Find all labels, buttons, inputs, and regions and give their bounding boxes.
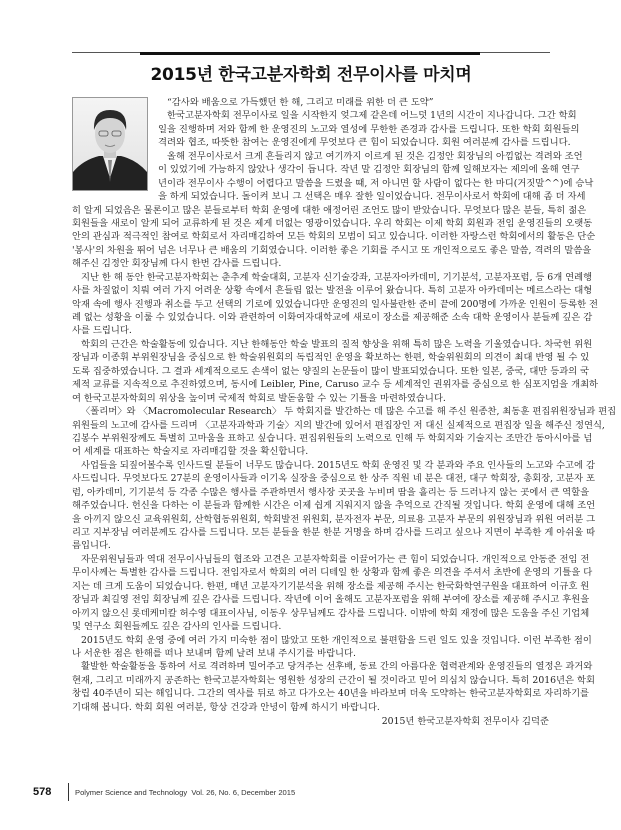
footer-divider: [68, 783, 69, 801]
text-line: 지는 데 크게 도움이 되었습니다. 한편, 매년 고분자기기분석을 위해 장소를 제공해 주시는 한국화학연구원을 대표하여 이규호 원: [72, 580, 590, 592]
header-rule-thick: [140, 52, 480, 55]
journal-citation: Polymer Science and Technology Vol. 26, No. 6, December 2015: [75, 787, 296, 797]
text-line: 사업들을 되짚어볼수록 인사드릴 분들이 너무도 많습니다. 2015년도 학회 운영진 및 각 분과와 주요 인사들의 노고와 수고에 감: [81, 459, 595, 471]
text-line: 년이라 전무이사 수행이 어렵다고 말씀을 드렸을 때, 저 아니면 할 사람이 없다는 한 마디(거짓말^^)에 승낙: [158, 177, 594, 189]
text-line: 장님과 최길영 전임 회장님께 깊은 감사를 드립니다. 작년에 이어 올해도 고분자포럼을 위해 부여에 장소를 제공해 주시고 후원을: [72, 594, 590, 606]
text-line: 아끼지 않으신 롯데케미칼 허수영 대표이사님, 이동우 상무님께도 감사를 드립니다. 이밖에 학회 재정에 많은 도움을 주신 기업체: [72, 607, 590, 619]
text-line: 을 하게 되었습니다. 돌이켜 보니 그 선택은 매우 잘한 일이었습니다. 전무이사로서 학회에 대해 좀 더 자세: [158, 191, 586, 203]
text-line: 나 서운한 점은 한해를 떠나 보내며 함께 날려 보내 주시기를 바랍니다.: [72, 647, 356, 659]
author-signature: 2015년 한국고분자학회 전무이사 김덕준: [381, 716, 549, 728]
text-line: 한국고분자학회 전무이사로 일을 시작한지 엊그제 같은데 어느덧 1년의 시간이 지나갑니다. 그간 학회: [167, 110, 577, 122]
text-line: 지난 한 해 동안 한국고분자학회는 춘추계 학술대회, 고분자 신기술강좌, 고분자아카데미, 기기분석, 고분자포럼, 등 6개 연례행: [81, 271, 593, 283]
text-line: 해주었습니다. 헌신을 다하는 이 분들과 함께한 시간은 이제 쉽게 지워지지 않을 추억으로 간직될 것입니다. 학회 운영에 대해 조언: [72, 500, 596, 512]
text-line: 안의 관심과 적극적인 참여로 학회로서 자리매김하여 모든 학회의 모범이 되고 있습니다. 이러한 자랑스런 학회에서의 활동은 단순: [72, 231, 596, 243]
text-line: '봉사'의 차원을 뛰어 넘은 너무나 큰 배움의 기회였습니다. 이러한 좋은 기회를 주시고 또 개인적으로도 좋은 말씀, 격려의 말씀을: [72, 244, 592, 256]
text-line: 악재 속에 행사 진행과 취소를 두고 선택의 기로에 있었습니다만 운영진의 일사불란한 준비 끝에 200명에 가까운 인원이 등록한 전: [72, 298, 599, 310]
text-line: 〈폴리머〉와 〈Macromolecular Research〉 두 학회지를 발간하는 데 많은 수고를 해 주신 원종찬, 최동훈 편집위원장님과 편집: [81, 406, 617, 418]
text-line: 학회의 근간은 학술활동에 있습니다. 지난 한해동안 학술 발표의 질적 향상을 위해 특히 많은 노력을 기울였습니다. 차국헌 위원: [81, 338, 593, 350]
text-line: 기대해 봅니다. 학회 회원 여러분, 항상 건강과 안녕이 함께 하시기 바랍니다.: [72, 701, 380, 713]
text-line: 례 없는 성황을 이룰 수 있었습니다. 이와 관련하여 이화여자대학교에 새로이 장소를 제공해준 소속 대학 운영이사 분들께 깊은 감: [72, 312, 593, 323]
article-body: [72, 96, 617, 729]
text-line: 해주신 김정안 회장님께 다시 한번 감사를 드립니다.: [72, 258, 282, 270]
page-number: 578: [33, 786, 52, 798]
paragraph: [72, 634, 592, 661]
text-line: 활발한 학술활동을 통하여 서로 격려하며 밀어주고 당겨주는 선후배, 동료 간의 아름다운 협력관계와 운영진들의 열정은 과거와: [81, 661, 593, 673]
text-line: 사를 드립니다.: [72, 325, 132, 337]
text-line: 사를 차질없이 치뤄 여러 가지 어려운 상황 속에서 흔들림 없는 발전을 이루어 왔습니다. 특히 고분자 아카데미는 메르스라는 대형: [72, 285, 593, 297]
article-title: 2015년 한국고분자학회 전무이사를 마치며: [150, 65, 472, 85]
text-line: 제적 교류를 지속적으로 추진하였으며, 동시에 Leibler, Pine, Caruso 교수 등 세계적인 권위자를 중심으로 한 심포지엄을 개최하: [72, 379, 599, 391]
subtitle-quote: [72, 96, 549, 109]
text-line: 올해 전무이사로서 크게 흔들리지 않고 여기까지 이르게 된 것은 김정안 회장님의 아낌없는 격려와 조언: [167, 150, 583, 162]
text-line: 창립 40주년이 되는 해입니다. 그간의 역사를 뒤로 하고 다가오는 40년을 바라보며 더욱 도약하는 한국고분자학회로 자리하기를: [72, 688, 590, 700]
text-line: 히 알게 되었음은 물론이고 많은 분들로부터 학회 운영에 대한 애정어린 조언도 많이 받았습니다. 무엇보다 많은 분들, 특히 젊은: [72, 204, 587, 216]
paragraph: [72, 405, 617, 459]
text-line: 및 연구소 회원들께도 깊은 감사의 인사를 드립니다.: [72, 621, 282, 633]
text-line: 무이사께는 특별한 감사를 드립니다. 전임자로서 학회의 여러 디테일 한 상황과 함께 좋은 의견을 주셔서 초반에 운영의 기틀을 다: [72, 567, 593, 579]
paragraph: [72, 109, 580, 149]
text-line: 어 세계를 대표하는 학술지로 자리매김할 것을 확신합니다.: [72, 446, 309, 458]
text-line: 름입니다.: [72, 540, 111, 552]
text-line: 회원들을 새로이 알게 되어 교류하게 된 것은 제게 더없는 영광이었습니다. 우리 학회는 이제 학회 회원과 전임 운영진들의 오랫동: [72, 217, 593, 229]
text-line: 사드립니다. 무엇보다도 27분의 운영이사들과 이기옥 실장을 중심으로 한 상주 직원 네 분은 대전, 대구 학회장, 총회장, 고분자 포: [72, 473, 595, 485]
paragraph: [72, 553, 593, 634]
page-footer: [33, 783, 295, 801]
text-line: 을 아끼지 않으신 교육위원회, 산학협동위원회, 학회발전 위원회, 분자전자 부문, 의료용 고분자 부문의 위원장님과 위원 여러분 그: [72, 513, 596, 525]
paragraph: [72, 150, 596, 271]
text-line: 자문위원님들과 역대 전무이사님들의 협조와 고견은 고분자학회를 이끌어가는 큰 힘이 되었습니다. 개인적으로 안동준 전임 전: [81, 553, 590, 565]
text-line: 현재, 그리고 미래까지 공존하는 한국고분자학회는 영원한 성장의 근간이 될 것이라고 믿어 의심치 않습니다. 특히 2016년은 학회: [72, 674, 595, 686]
text-line: 위원들의 노고에 감사를 드리며 〈고분자과학과 기술〉지의 발간에 있어서 편집장인 저 대신 실제적으로 편집장 일을 해주신 정연식,: [72, 419, 605, 431]
paragraph: [72, 338, 599, 405]
text-line: 일을 진행하며 저와 함께 한 운영진의 노고와 열성에 무한한 존경과 감사를 드립니다. 또한 학회 회원들의: [158, 123, 580, 135]
paragraph: [72, 459, 596, 553]
paragraph: [72, 271, 599, 338]
text-line: 도록 집중하였습니다. 그 결과 세계적으로도 손색이 없는 양질의 논문들이 많이 발표되었습니다. 또한 일본, 중국, 대만 등과의 국: [72, 365, 590, 377]
text-line: 리고 지부장님 여러분께도 감사를 드립니다. 모든 분들을 한분 한분 거명을 하며 감사를 드리고 싶으나 지면이 부족한 게 아쉬울 따: [72, 527, 596, 538]
paragraph: [72, 660, 595, 714]
text-line: 장님과 이종휘 부위원장님을 중심으로 한 학술위원회의 독립적인 운영을 확보하는 한편, 학술위원회의 의견이 최대 반영 될 수 있: [72, 352, 590, 364]
text-line: 김봉수 부위원장께도 특별히 고마움을 표하고 싶습니다. 편집위원들의 노력으로 인해 두 학회지와 기술지는 조만간 동아시아를 넘: [72, 432, 593, 444]
text-line: 2015년도 학회 운영 중에 여러 가지 미숙한 점이 많았고 또한 개인적으로 불편함을 드린 일도 있을 것입니다. 이런 부족한 점이: [81, 634, 592, 646]
text-line: 여 한국고분자학회의 위상을 높이며 국제적 학회로 발돋움할 수 있는 기틀을 마련하였습니다.: [72, 392, 446, 404]
text-line: 격려와 협조, 따뜻한 참여는 운영진에게 무엇보다 큰 힘이 되었습니다. 회원 여러분께 감사를 드립니다.: [158, 137, 571, 149]
text-line: 럼, 아카데미, 기기분석 등 각종 수많은 행사를 주관하면서 행사장 곳곳을 누비며 땀을 흘리는 등 드러나지 않는 곳에서 큰 역할을: [72, 486, 590, 498]
text-line: “감사와 배움으로 가득했던 한 해, 그리고 미래를 위한 더 큰 도약”: [167, 97, 434, 108]
text-line: 이 있었기에 가능하지 않았나 생각이 듭니다. 작년 말 김정안 회장님의 함께 일해보자는 제의에 올해 연구: [158, 164, 580, 176]
